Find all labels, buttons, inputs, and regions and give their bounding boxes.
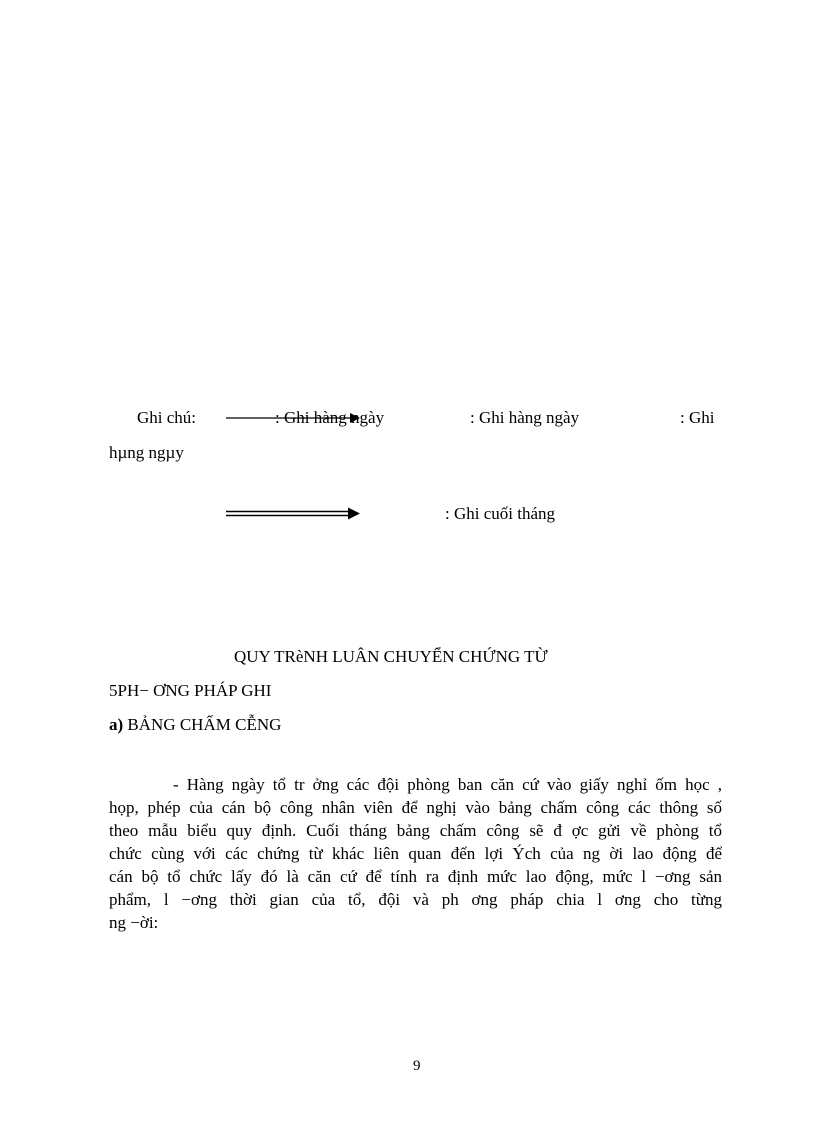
document-title: QUY TRèNH LUÂN CHUYỂN CHỨNG TỪ bbox=[234, 647, 548, 666]
subsection-text: BẢNG CHẤM CỄNG bbox=[123, 715, 282, 734]
legend-item-daily-2: : Ghi hàng ngày bbox=[470, 408, 580, 427]
subsection-marker: a) bbox=[109, 715, 124, 734]
legend-item-monthly: : Ghi cuối tháng bbox=[445, 504, 556, 523]
paragraph-line: phẩm, l −ơng thời gian của tổ, đội và ph ơng pháp chia l ơng cho từng bbox=[109, 890, 722, 909]
double-arrow-icon bbox=[226, 506, 362, 522]
paragraph-line: họp, phép của cán bộ công nhân viên để nghị vào bảng chấm công các thông số bbox=[109, 798, 722, 817]
legend-label: Ghi chú: bbox=[137, 408, 197, 427]
paragraph-line: - Hàng ngày tổ tr ởng các đội phòng ban căn cứ vào giấy nghỉ ốm học , bbox=[173, 775, 722, 794]
paragraph-line: chức cùng với các chứng từ khác liên quan đến lợi Ých của ng ời lao động để bbox=[109, 844, 722, 863]
page-number: 9 bbox=[413, 1058, 421, 1074]
paragraph-line: theo mẫu biểu quy định. Cuối tháng bảng chấm công sẽ đ ợc gửi về phòng tổ bbox=[109, 821, 722, 840]
body-paragraph bbox=[109, 773, 722, 934]
paragraph-line: cán bộ tổ chức lấy đó là căn cứ để tính ra định mức lao động, mức l −ơng sản bbox=[109, 867, 722, 886]
legend-item-daily-1: : Ghi hàng ngày bbox=[275, 408, 385, 427]
section-heading: 5PH− ƠNG PHÁP GHI bbox=[109, 681, 272, 700]
paragraph-line: ng −ời: bbox=[109, 913, 159, 932]
legend-item-daily-3: : Ghi bbox=[680, 408, 715, 427]
subsection-heading bbox=[109, 715, 281, 735]
legend-item-daily-3-cont: hµng ngµy bbox=[109, 443, 184, 462]
